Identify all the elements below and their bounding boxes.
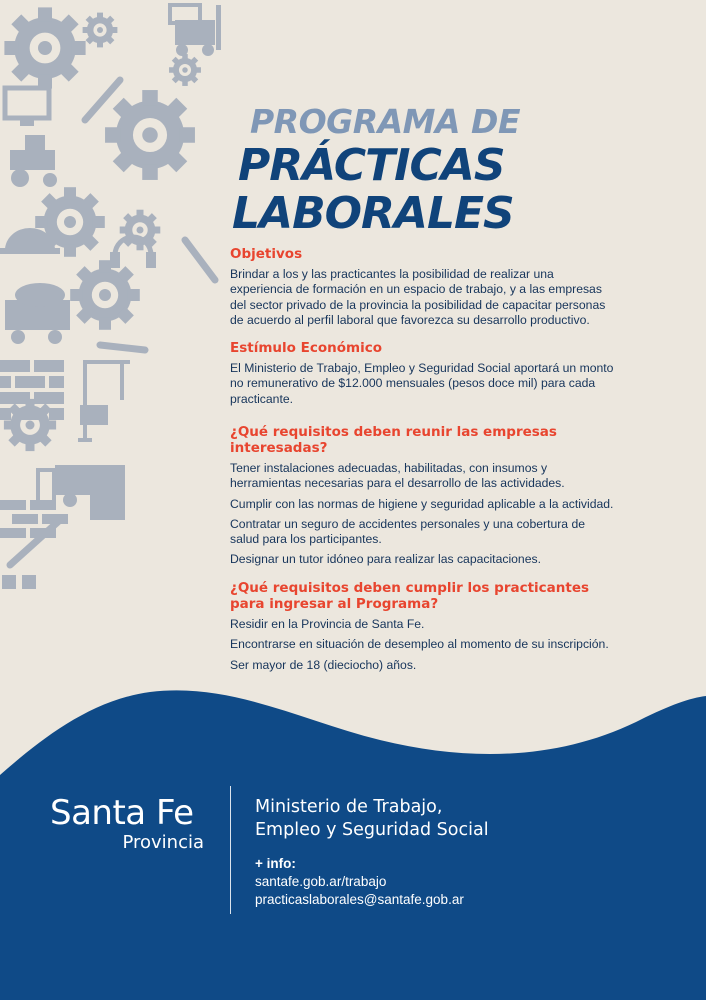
industrial-icons-collage (0, 0, 240, 600)
section-practicantes (230, 580, 625, 673)
bolt-icon (2, 575, 36, 589)
paragraph-line: El Ministerio de Trabajo, Empleo y Seguridad Social aportará un monto (230, 361, 614, 375)
gear-icon (70, 260, 140, 330)
list-item (230, 617, 625, 632)
santa-fe-logo-subtitle: Provincia (122, 832, 204, 853)
ministry-line: Empleo y Seguridad Social (255, 820, 489, 840)
section-heading: ¿Qué requisitos deben cumplir los practicantes (230, 580, 590, 596)
list-item (230, 517, 625, 548)
title-line-3: LABORALES (232, 188, 514, 239)
list-item-line: herramientas necesarias para el desarrollo de las actividades. (230, 476, 565, 491)
truck-icon (55, 465, 125, 520)
crane-icon (78, 360, 130, 440)
gear-icon (105, 90, 195, 180)
section-heading: Objetivos (230, 246, 303, 262)
paragraph-line: del sector privado de la provincia la posibilidad de capacitar personas (230, 297, 606, 312)
section-heading: para ingresar al Programa? (230, 596, 439, 612)
gear-icon (4, 7, 85, 88)
section-objetivos (230, 246, 625, 328)
email-link[interactable]: practicaslaborales@santafe.gob.ar (255, 892, 464, 907)
gear-icon (4, 399, 56, 451)
sign-icon (80, 405, 108, 425)
monitor-icon (5, 88, 49, 126)
section-heading: Estímulo Económico (230, 340, 382, 356)
list-item (230, 552, 625, 567)
santa-fe-logo: Santa Fe (50, 793, 194, 833)
title-line-1: PROGRAMA DE (250, 102, 520, 141)
paragraph-line: no remunerativo de $12.000 mensuales (pesos doce mil) para cada (230, 376, 596, 391)
footer-wave (0, 680, 706, 1000)
list-item (230, 658, 625, 673)
website-link[interactable]: santafe.gob.ar/trabajo (255, 874, 387, 889)
list-item-line: salud para los participantes. (230, 532, 382, 547)
gear-icon (169, 54, 201, 86)
computer-icon (38, 470, 54, 504)
program-title (232, 102, 692, 238)
list-item-line: Designar un tutor idóneo para realizar las capacitaciones. (230, 552, 541, 567)
list-item-line: Encontrarse en situación de desempleo al momento de su inscripción. (230, 637, 609, 652)
list-item-line: Ser mayor de 18 (dieciocho) años. (230, 657, 417, 672)
list-item-line: Contratar un seguro de accidentes personales y una cobertura de (230, 516, 586, 531)
paragraph-line: experiencia de formación en un espacio de trabajo, y a las empresas (230, 282, 602, 297)
list-item-line: Cumplir con las normas de higiene y seguridad aplicable a la actividad. (230, 496, 614, 511)
forklift-icon (170, 5, 221, 56)
title-line-2: PRÁCTICAS (238, 140, 505, 191)
list-item (230, 461, 625, 492)
paragraph-line: practicante. (230, 391, 294, 406)
paragraph-line: de acuerdo al perfil laboral que favorezca su desarrollo productivo. (230, 312, 590, 327)
list-item (230, 637, 625, 652)
section-heading: ¿Qué requisitos deben reunir las empresas (230, 424, 557, 440)
cement-mixer-icon (5, 283, 70, 344)
section-empresas (230, 424, 625, 568)
list-item-line: Tener instalaciones adecuadas, habilitadas, con insumos y (230, 461, 548, 475)
section-estimulo (230, 340, 625, 407)
gear-icon (120, 210, 161, 251)
ministry-line: Ministerio de Trabajo, (255, 797, 443, 817)
info-label: + info: (255, 856, 296, 871)
gear-icon (83, 13, 118, 48)
tractor-icon (10, 135, 57, 187)
section-heading: interesadas? (230, 440, 328, 456)
list-item (230, 497, 625, 512)
list-item-line: Residir en la Provincia de Santa Fe. (230, 617, 425, 631)
paragraph-line: Brindar a los y las practicantes la posibilidad de realizar una (230, 267, 554, 281)
